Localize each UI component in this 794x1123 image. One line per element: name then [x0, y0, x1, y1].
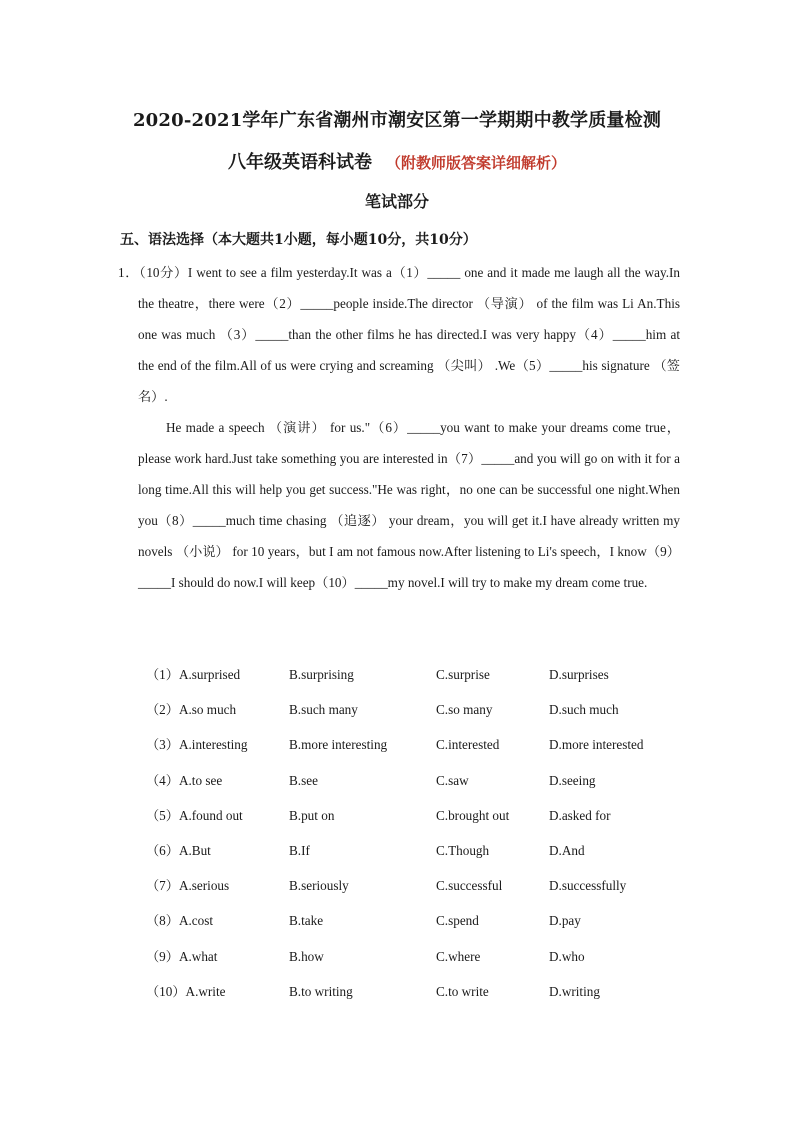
exam-title: 2020-2021学年广东省潮州市潮安区第一学期期中教学质量检测 [132, 110, 662, 131]
option-d: D.who [549, 948, 585, 964]
option-c: C.successful [436, 878, 503, 894]
option-a: （3）A.interesting [146, 737, 248, 753]
option-a: （2）A.so much [146, 702, 237, 718]
part-title: 笔试部分 [364, 192, 429, 211]
option-d: D.seeing [549, 772, 596, 788]
option-d: D.successfully [549, 878, 627, 894]
option-c: C.brought out [436, 807, 510, 823]
option-b: B.take [289, 913, 324, 929]
option-d: D.pay [549, 913, 581, 929]
option-b: B.more interesting [289, 737, 388, 753]
option-a: （8）A.cost [146, 913, 214, 929]
option-d: D.writing [549, 983, 600, 999]
option-b: B.If [289, 842, 310, 858]
option-a: （1）A.surprised [146, 667, 241, 682]
option-b: B.to writing [289, 983, 353, 999]
option-b: B.seriously [289, 878, 349, 894]
option-a: （4）A.to see [146, 772, 223, 788]
option-c: C.spend [436, 913, 479, 929]
option-d: D.more interested [549, 737, 644, 753]
answer-note: （附教师版答案详细解析） [385, 154, 566, 172]
option-c: C.saw [436, 772, 469, 788]
option-c: C.where [436, 948, 481, 964]
option-b: B.surprising [289, 667, 354, 682]
section-heading: 五、语法选择（本大题共1小题，每小题10分，共10分） [120, 232, 477, 248]
option-c: C.so many [436, 702, 493, 718]
option-b: B.how [289, 948, 324, 964]
subtitle-text: 八年级英语科试卷 [227, 152, 372, 173]
passage-paragraph-2: He made a speech （演讲） for us."（6）_____you want to make your dreams come true，please work hard.Just take something you are interested in（7）_____and you will go on with it for a long time.All this will help you get success."He was right，no one can be successful one night.When you（8）_____much time chasing （追逐） your dream，you will get it.I have already written my novels （小说） for 10 years，but I am not famous now.After listening to Li's speech，I know（9）_____I should do now.I will keep（10）_____my novel.I will try to make my dream come true. [138, 420, 680, 590]
option-d: D.such much [549, 702, 619, 718]
passage-paragraph-1: 1．（10分）I went to see a film yesterday.It was a（1）_____ one and it made me laugh all the way.In the theatre，there were（2）_____people inside.The director （导演） of the film was Li An.This one was much （3）_____than the other films he has directed.I was very happy（4）_____him at the end of the film.All of us were crying and screaming （尖叫） .We（5）_____his signature （签名）. [118, 265, 680, 404]
option-a: （7）A.serious [146, 878, 230, 894]
option-d: D.surprises [549, 667, 609, 682]
option-a: （9）A.what [146, 948, 218, 964]
exam-subtitle [0, 148, 794, 174]
option-d: D.asked for [549, 807, 611, 823]
option-a: （5）A.found out [146, 807, 243, 823]
option-b: B.see [289, 772, 318, 788]
passage [118, 257, 680, 598]
option-b: B.such many [289, 702, 358, 718]
option-c: C.Though [436, 842, 490, 858]
option-a: （6）A.But [146, 842, 211, 858]
option-c: C.interested [436, 737, 500, 753]
option-c: C.to write [436, 983, 489, 999]
option-c: C.surprise [436, 667, 490, 682]
option-b: B.put on [289, 807, 335, 823]
option-a: （10）A.write [146, 983, 226, 999]
option-d: D.And [549, 842, 585, 858]
